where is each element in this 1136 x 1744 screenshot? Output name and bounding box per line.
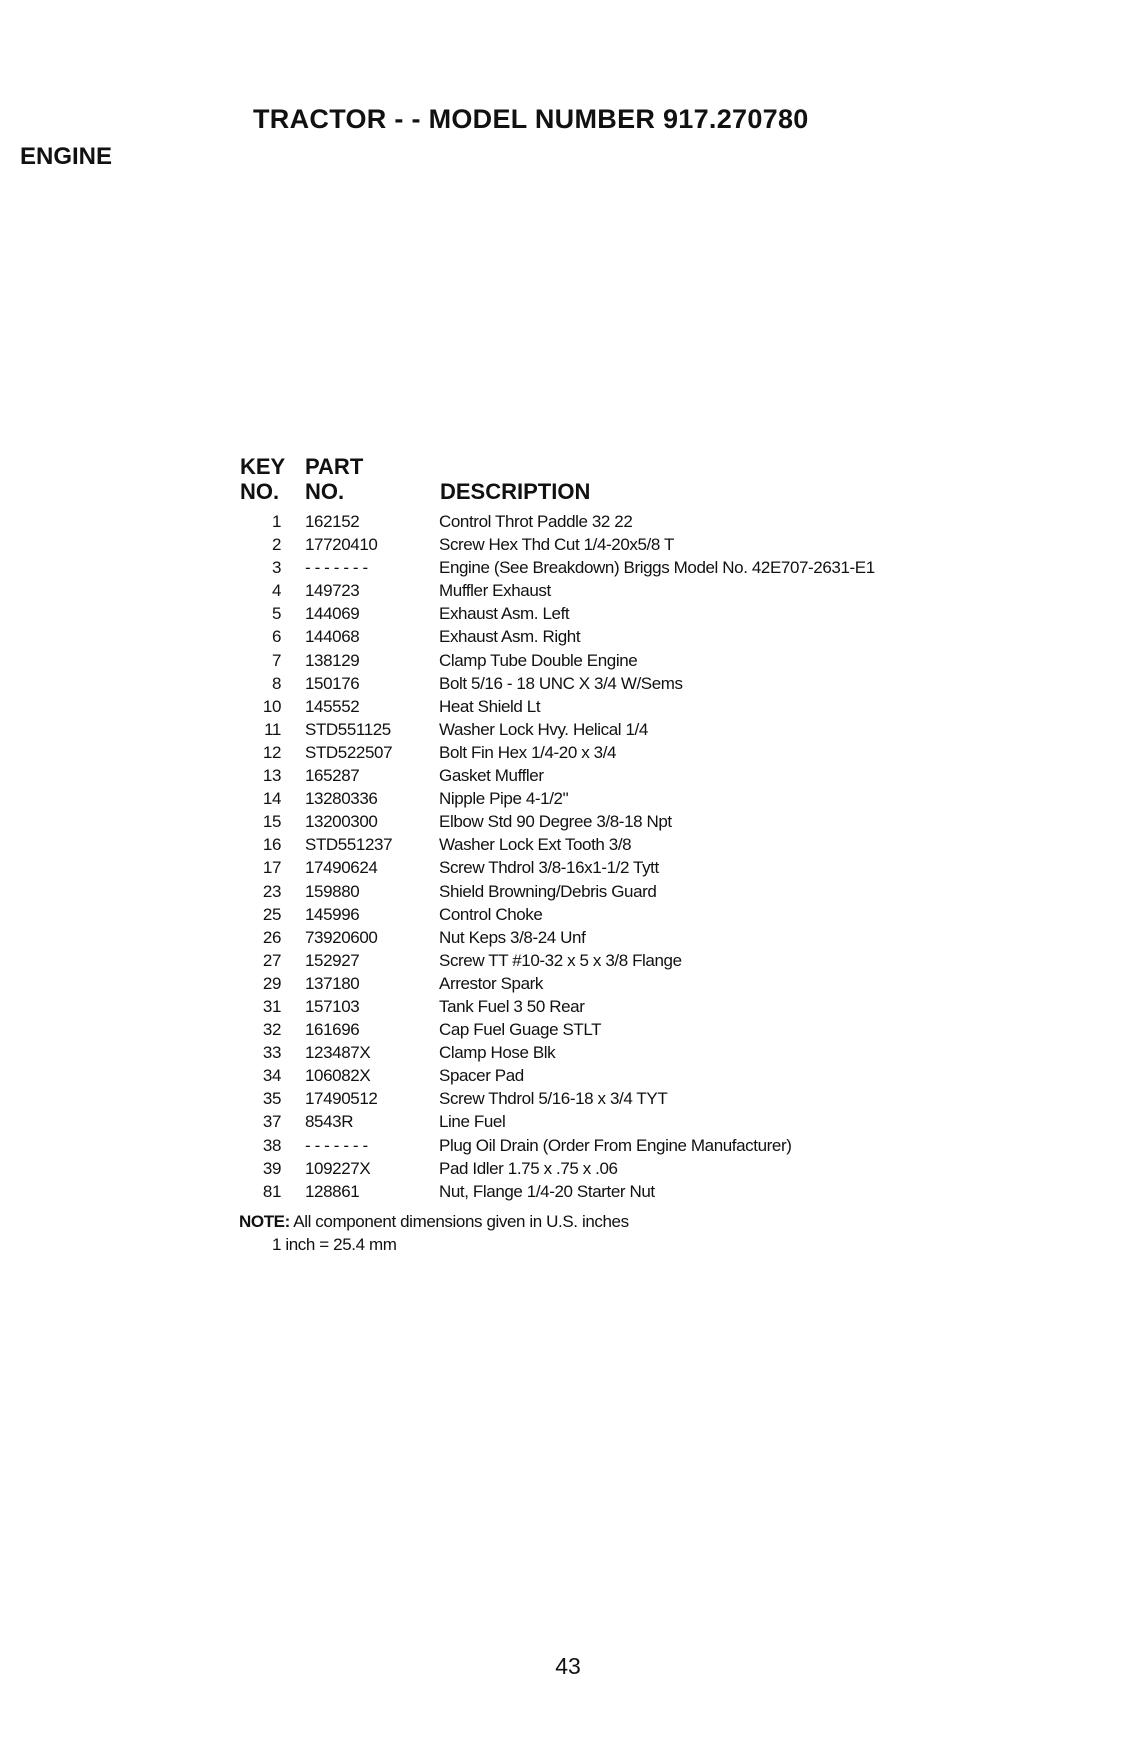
part-row bbox=[0, 1134, 1136, 1157]
part-description: Muffler Exhaust bbox=[439, 581, 551, 601]
part-description: Heat Shield Lt bbox=[439, 696, 541, 716]
part-description: Control Throt Paddle 32 22 bbox=[439, 512, 633, 531]
key-header-line2: NO. bbox=[240, 479, 280, 504]
part-number: 17490624 bbox=[305, 858, 378, 878]
part-number: 109227X bbox=[305, 1158, 371, 1178]
part-row bbox=[0, 533, 1136, 556]
part-number: 144069 bbox=[305, 604, 360, 624]
part-row bbox=[0, 579, 1136, 602]
part-description: Bolt 5/16 - 18 UNC X 3/4 W/Sems bbox=[439, 673, 683, 693]
unit-conversion: 1 inch = 25.4 mm bbox=[272, 1235, 397, 1254]
part-number: 144068 bbox=[305, 627, 360, 647]
part-row bbox=[0, 856, 1136, 879]
part-row bbox=[0, 695, 1136, 718]
part-number: 106082X bbox=[305, 1066, 371, 1086]
part-number: 161696 bbox=[305, 1020, 360, 1040]
part-row bbox=[0, 1180, 1136, 1203]
part-description: Spacer Pad bbox=[439, 1066, 524, 1086]
part-number: 128861 bbox=[305, 1181, 360, 1201]
part-row bbox=[0, 972, 1136, 995]
part-number: 162152 bbox=[305, 512, 360, 531]
key-number: 34 bbox=[262, 1066, 281, 1086]
part-row bbox=[0, 926, 1136, 949]
part-number: 8543R bbox=[305, 1112, 354, 1132]
part-row bbox=[0, 556, 1136, 579]
part-description: Exhaust Asm. Right bbox=[439, 627, 581, 647]
key-number: 15 bbox=[262, 812, 281, 832]
key-number: 23 bbox=[262, 881, 281, 901]
part-row bbox=[0, 1064, 1136, 1087]
key-number: 2 bbox=[271, 535, 281, 555]
key-number: 12 bbox=[262, 742, 281, 762]
key-number: 26 bbox=[262, 927, 281, 947]
part-row bbox=[0, 1110, 1136, 1133]
key-number: 31 bbox=[262, 996, 281, 1016]
part-description: Control Choke bbox=[439, 904, 543, 924]
key-number: 10 bbox=[262, 696, 281, 716]
part-number: STD551125 bbox=[305, 719, 391, 739]
page-number: 43 bbox=[555, 1653, 581, 1679]
part-description: Elbow Std 90 Degree 3/8-18 Npt bbox=[439, 812, 672, 832]
part-description: Screw Thdrol 5/16-18 x 3/4 TYT bbox=[439, 1089, 668, 1109]
part-number: 149723 bbox=[305, 581, 360, 601]
key-number: 38 bbox=[262, 1135, 281, 1155]
part-number: - - - - - - - bbox=[305, 558, 368, 578]
part-description: Washer Lock Ext Tooth 3/8 bbox=[439, 835, 632, 855]
part-number: 145552 bbox=[305, 696, 360, 716]
part-row bbox=[0, 787, 1136, 810]
key-number: 14 bbox=[262, 789, 281, 809]
key-number: 25 bbox=[262, 904, 281, 924]
key-number: 37 bbox=[262, 1112, 281, 1132]
key-number: 8 bbox=[271, 673, 281, 693]
key-number: 16 bbox=[262, 835, 281, 855]
part-description: Exhaust Asm. Left bbox=[439, 604, 570, 624]
part-description: Shield Browning/Debris Guard bbox=[439, 881, 657, 901]
key-number: 11 bbox=[264, 719, 281, 739]
part-row bbox=[0, 833, 1136, 856]
key-number: 3 bbox=[271, 558, 281, 578]
part-description: Washer Lock Hvy. Helical 1/4 bbox=[439, 719, 648, 739]
key-number: 6 bbox=[271, 627, 281, 647]
part-description: Cap Fuel Guage STLT bbox=[439, 1020, 602, 1040]
note-label: NOTE: bbox=[239, 1212, 290, 1231]
part-description: Engine (See Breakdown) Briggs Model No. 42E707-2631-E1 bbox=[439, 558, 875, 578]
part-number: 123487X bbox=[305, 1043, 371, 1063]
part-number: STD551237 bbox=[305, 835, 393, 855]
part-description: Nipple Pipe 4-1/2" bbox=[439, 789, 569, 809]
part-number: 138129 bbox=[305, 650, 360, 670]
part-number: 137180 bbox=[305, 973, 360, 993]
note-text: All component dimensions given in U.S. inches bbox=[293, 1212, 629, 1231]
part-row bbox=[0, 741, 1136, 764]
part-number: - - - - - - - bbox=[305, 1135, 368, 1155]
part-number: 13280336 bbox=[305, 789, 378, 809]
section-label: ENGINE bbox=[20, 143, 113, 170]
key-number: 33 bbox=[262, 1043, 281, 1063]
part-description: Line Fuel bbox=[439, 1112, 506, 1132]
part-header-line1: PART bbox=[305, 454, 364, 479]
key-number: 1 bbox=[271, 512, 281, 531]
part-number: 73920600 bbox=[305, 927, 378, 947]
part-description: Bolt Fin Hex 1/4-20 x 3/4 bbox=[439, 742, 617, 762]
part-row bbox=[0, 649, 1136, 672]
part-description: Nut Keps 3/8-24 Unf bbox=[439, 927, 586, 947]
part-description: Gasket Muffler bbox=[439, 766, 544, 786]
part-row bbox=[0, 602, 1136, 625]
key-number: 32 bbox=[262, 1020, 281, 1040]
part-description: Clamp Tube Double Engine bbox=[439, 650, 638, 670]
key-number: 7 bbox=[271, 650, 281, 670]
part-row bbox=[0, 1018, 1136, 1041]
part-row bbox=[0, 1041, 1136, 1064]
key-number: 29 bbox=[262, 973, 281, 993]
part-number: 17490512 bbox=[305, 1089, 378, 1109]
key-number: 17 bbox=[262, 858, 281, 878]
part-number: 150176 bbox=[305, 673, 360, 693]
parts-list bbox=[0, 510, 1136, 1203]
key-number: 5 bbox=[271, 604, 281, 624]
note bbox=[239, 1210, 629, 1233]
key-number: 27 bbox=[262, 950, 281, 970]
part-row bbox=[0, 718, 1136, 741]
part-row bbox=[0, 903, 1136, 926]
page-title: TRACTOR - - MODEL NUMBER 917.270780 bbox=[253, 104, 809, 134]
part-row bbox=[0, 949, 1136, 972]
part-row bbox=[0, 764, 1136, 787]
part-number: 152927 bbox=[305, 950, 360, 970]
part-row bbox=[0, 510, 1136, 533]
part-description: Tank Fuel 3 50 Rear bbox=[439, 996, 585, 1016]
part-number: 13200300 bbox=[305, 812, 378, 832]
part-row bbox=[0, 625, 1136, 648]
part-number: 17720410 bbox=[305, 535, 378, 555]
key-header-line1: KEY bbox=[240, 454, 286, 479]
part-description: Screw Hex Thd Cut 1/4-20x5/8 T bbox=[439, 535, 674, 555]
part-description: Arrestor Spark bbox=[439, 973, 543, 993]
part-row bbox=[0, 1087, 1136, 1110]
part-row bbox=[0, 880, 1136, 903]
part-row bbox=[0, 995, 1136, 1018]
part-number: 165287 bbox=[305, 766, 360, 786]
description-header: DESCRIPTION bbox=[440, 479, 591, 504]
part-description: Plug Oil Drain (Order From Engine Manufacturer) bbox=[439, 1135, 792, 1155]
key-number: 35 bbox=[262, 1089, 281, 1109]
part-row bbox=[0, 672, 1136, 695]
key-number: 81 bbox=[262, 1181, 281, 1201]
part-number: 159880 bbox=[305, 881, 360, 901]
part-description: Screw TT #10-32 x 5 x 3/8 Flange bbox=[439, 950, 682, 970]
part-description: Nut, Flange 1/4-20 Starter Nut bbox=[439, 1181, 655, 1201]
part-number: STD522507 bbox=[305, 742, 393, 762]
part-number: 145996 bbox=[305, 904, 360, 924]
part-row bbox=[0, 810, 1136, 833]
part-header-line2: NO. bbox=[305, 479, 345, 504]
key-number: 13 bbox=[262, 766, 281, 786]
part-number: 157103 bbox=[305, 996, 360, 1016]
part-row bbox=[0, 1157, 1136, 1180]
key-number: 4 bbox=[271, 581, 281, 601]
key-number: 39 bbox=[262, 1158, 281, 1178]
part-description: Clamp Hose Blk bbox=[439, 1043, 556, 1063]
part-description: Pad Idler 1.75 x .75 x .06 bbox=[439, 1158, 618, 1178]
part-description: Screw Thdrol 3/8-16x1-1/2 Tytt bbox=[439, 858, 659, 878]
